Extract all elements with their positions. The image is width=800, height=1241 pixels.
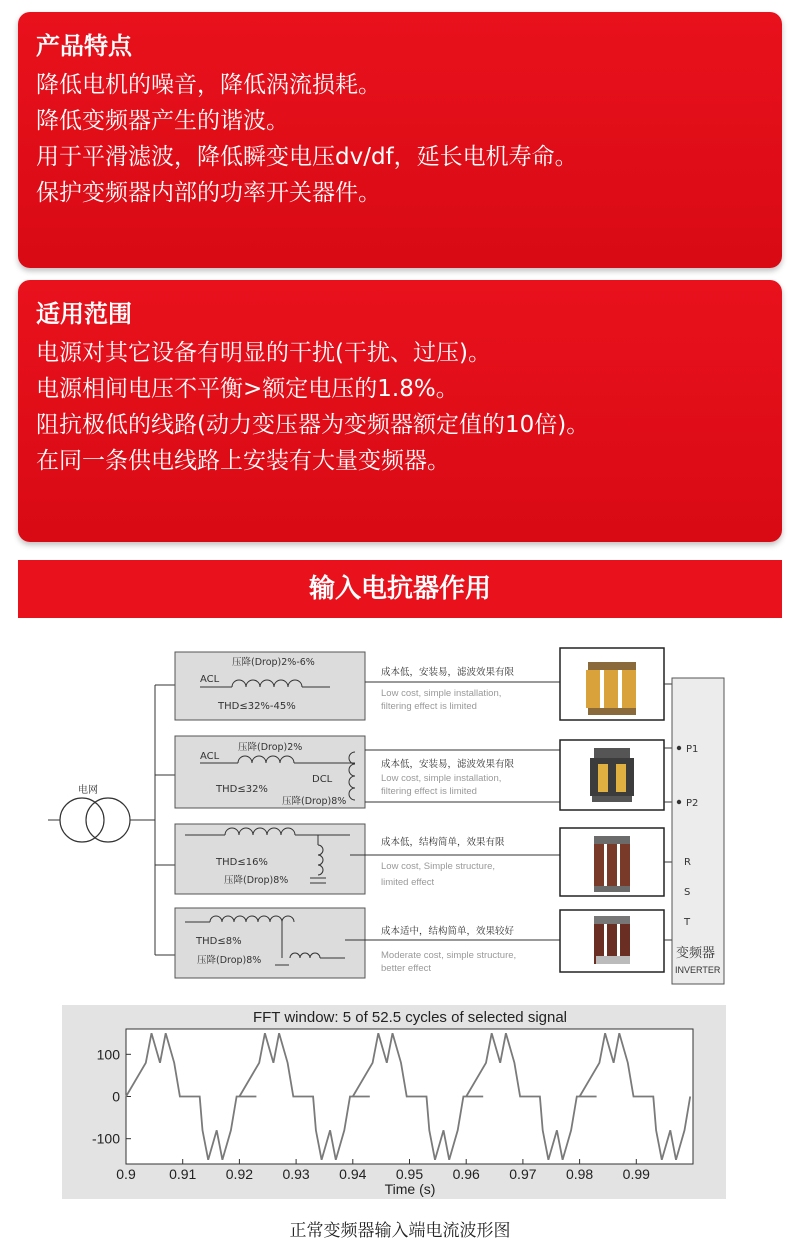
inverter-label-cn: 变频器 [676, 946, 716, 961]
terminal-t: T [684, 917, 691, 928]
x-tick-label: 0.9 [116, 1166, 136, 1182]
terminal-r: R [684, 857, 691, 868]
x-axis-label: Time (s) [384, 1181, 436, 1197]
row1-thd: THD≤32%-45% [218, 701, 296, 712]
chart-title: FFT window: 5 of 52.5 cycles of selected signal [252, 1009, 568, 1026]
row3-drop: 压降(Drop)8% [224, 875, 289, 886]
features-card [18, 12, 782, 268]
inverter-label-en: INVERTER [675, 965, 721, 975]
fft-chart-panel [62, 1005, 726, 1199]
row4-thd: THD≤8% [196, 936, 242, 947]
row2-acl: ACL [200, 751, 220, 762]
reactor-photo-1 [560, 648, 664, 720]
x-tick-label: 0.97 [509, 1166, 537, 1182]
reactor-photo-4 [560, 910, 664, 972]
row1-drop: 压降(Drop)2%-6% [232, 657, 315, 668]
scope-item: 在同一条供电线路上安装有大量变频器。 [36, 448, 450, 474]
row3-note-en1: Low cost, Simple structure, [381, 861, 496, 872]
section-banner: 输入电抗器作用 [18, 560, 782, 618]
row4-drop: 压降(Drop)8% [197, 955, 262, 966]
x-tick-label: 0.96 [452, 1166, 480, 1182]
row3-thd: THD≤16% [216, 857, 268, 868]
y-tick-label: 0 [112, 1088, 120, 1105]
transformer-coil-right [86, 798, 130, 842]
row2-note-en1: Low cost, simple installation, [381, 773, 502, 784]
row2-drop2: 压降(Drop)8% [282, 796, 347, 807]
row1-note-en1: Low cost, simple installation, [381, 688, 502, 699]
x-tick-label: 0.91 [169, 1166, 197, 1182]
row2-note-en2: filtering effect is limited [381, 786, 477, 797]
x-tick-label: 0.99 [622, 1166, 650, 1182]
row4-note-en2: better effect [381, 963, 431, 974]
grid-label: 电网 [78, 785, 98, 796]
row1-note-en2: filtering effect is limited [381, 701, 477, 712]
feature-item: 降低变频器产生的谐波。 [36, 108, 289, 134]
row2-note-cn: 成本低，安装易，滤波效果有限 [381, 759, 515, 770]
feature-item: 降低电机的噪音，降低涡流损耗。 [36, 72, 381, 98]
terminal-s: S [684, 887, 691, 898]
row1-note-cn: 成本低，安装易，滤波效果有限 [381, 667, 515, 678]
reactor-diagram [0, 640, 800, 990]
x-tick-label: 0.93 [282, 1166, 310, 1182]
x-tick-label: 0.98 [565, 1166, 594, 1182]
transformer-coil-left [60, 798, 104, 842]
row3-note-cn: 成本低，结构简单，效果有限 [381, 837, 505, 848]
feature-item: 保护变频器内部的功率开关器件。 [36, 180, 381, 206]
terminal-dot-p2 [677, 800, 681, 804]
y-tick-label: -100 [91, 1130, 120, 1147]
inverter-box [672, 678, 724, 984]
features-title: 产品特点 [36, 32, 132, 60]
scope-item: 电源对其它设备有明显的干扰(干扰、过压)。 [36, 340, 491, 366]
scope-title: 适用范围 [36, 300, 132, 328]
terminal-p1: P1 [686, 744, 699, 755]
reactor-photo-3 [560, 828, 664, 896]
row3-note-en2: limited effect [381, 877, 435, 888]
scope-item: 阻抗极低的线路(动力变压器为变频器额定值的10倍)。 [36, 412, 590, 438]
row2-thd: THD≤32% [216, 784, 268, 795]
scope-item: 电源相间电压不平衡>额定电压的1.8%。 [36, 376, 459, 402]
row2-drop: 压降(Drop)2% [238, 742, 303, 753]
row4-note-cn: 成本适中，结构简单，效果较好 [381, 926, 515, 937]
x-tick-label: 0.94 [339, 1166, 367, 1182]
chart-caption: 正常变频器输入端电流波形图 [289, 1221, 511, 1241]
reactor-photo-2 [560, 740, 664, 810]
scope-card [18, 280, 782, 542]
y-axis [92, 1046, 131, 1146]
x-tick-label: 0.92 [225, 1166, 254, 1182]
feature-item: 用于平滑滤波，降低瞬变电压dv/df，延长电机寿命。 [36, 144, 578, 170]
y-tick-label: 100 [96, 1046, 120, 1063]
x-tick-label: 0.95 [395, 1166, 424, 1182]
fft-chart [62, 1005, 726, 1199]
row1-acl: ACL [200, 674, 220, 685]
row2-dcl: DCL [312, 774, 333, 785]
row4-note-en1: Moderate cost, simple structure, [381, 950, 517, 961]
terminal-dot-p1 [677, 746, 681, 750]
terminal-p2: P2 [686, 798, 699, 809]
